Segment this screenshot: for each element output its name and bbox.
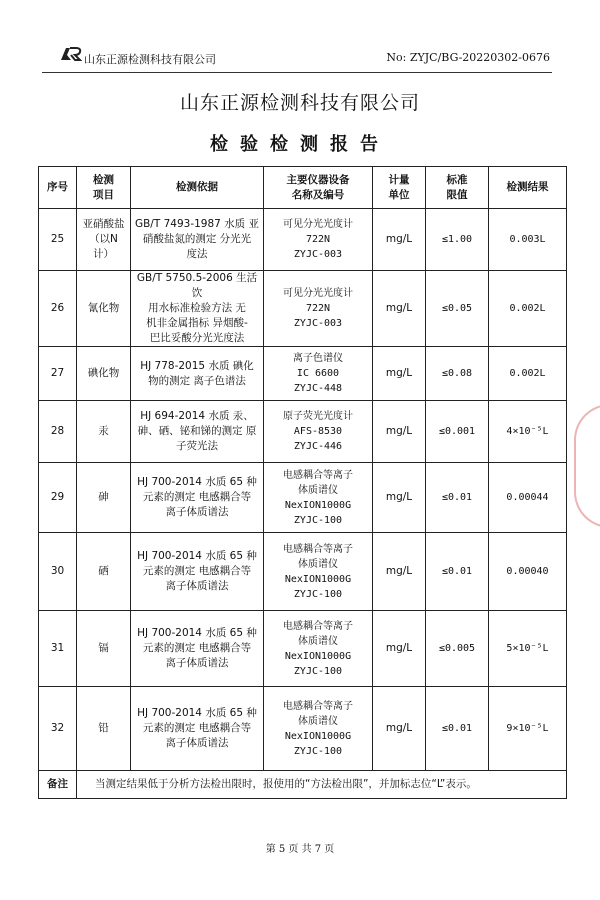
cell-line: NexION1000G <box>284 730 352 742</box>
cell-item <box>77 401 131 463</box>
cell-equipment <box>264 687 373 771</box>
page-header <box>42 46 552 73</box>
cell-line: ZYJC-100 <box>293 745 343 757</box>
cell-line: 电感耦合等离子 <box>283 620 353 632</box>
cell-result: 0.003L <box>489 209 567 271</box>
cell-line: NexION1000G <box>284 573 352 585</box>
cell-no: 25 <box>39 209 77 271</box>
table-row <box>39 533 567 611</box>
header-text: 单位 <box>388 188 410 201</box>
cell-line: 可见分光光度计 <box>283 288 353 299</box>
cell-line: 巴比妥酸分光光度法 <box>149 332 245 344</box>
cell-line: 亚硝酸盐 <box>82 218 125 230</box>
cell-limit: ≤0.01 <box>426 463 489 533</box>
note-label: 备注 <box>39 771 77 799</box>
cell-line: HJ 694-2014 水质 汞、 <box>140 410 254 422</box>
cell-limit: ≤0.005 <box>426 611 489 687</box>
report-number: No: ZYJC/BG-20220302-0676 <box>386 51 550 64</box>
cell-line: 硒 <box>98 565 109 577</box>
cell-item <box>77 611 131 687</box>
cell-line: IC 6600 <box>296 368 340 379</box>
cell-result: 9×10⁻⁵L <box>489 687 567 771</box>
cell-line: 722N <box>305 234 331 245</box>
results-table <box>38 166 567 799</box>
cell-no: 28 <box>39 401 77 463</box>
table-row <box>39 401 567 463</box>
header-col-equipment <box>264 167 373 209</box>
note-row <box>39 771 567 799</box>
cell-item <box>77 347 131 401</box>
cell-line: 元素的测定 电感耦合等 <box>142 491 252 503</box>
cell-basis <box>131 401 264 463</box>
cell-line: 离子体质谱法 <box>165 506 229 518</box>
cell-line: HJ 778-2015 水质 碘化 <box>140 359 254 372</box>
header-text: 序号 <box>47 181 68 193</box>
cell-no: 31 <box>39 611 77 687</box>
cell-line: 氰化物 <box>87 302 120 314</box>
cell-line: NexION1000G <box>284 499 352 511</box>
cell-line: 离子体质谱法 <box>165 580 229 592</box>
cell-limit: ≤0.001 <box>426 401 489 463</box>
header-text: 计量 <box>388 173 410 186</box>
header-text: 标准 <box>446 173 468 186</box>
cell-no: 27 <box>39 347 77 401</box>
cell-item <box>77 687 131 771</box>
note-text: 当测定结果低于分析方法检出限时，报使用的“方法检出限”，并加标志位“L”表示。 <box>77 771 567 799</box>
cell-basis <box>131 463 264 533</box>
cell-line: 硝酸盐氮的测定 分光光 <box>142 233 252 245</box>
cell-unit: mg/L <box>373 401 426 463</box>
cell-unit: mg/L <box>373 533 426 611</box>
cell-line: 元素的测定 电感耦合等 <box>142 565 252 577</box>
cell-line: 离子色谱仪 <box>293 353 343 364</box>
cell-line: HJ 700-2014 水质 65 种 <box>137 627 257 639</box>
cell-basis <box>131 271 264 347</box>
cell-line: 电感耦合等离子 <box>283 469 353 481</box>
cell-line: 计） <box>93 248 114 260</box>
cell-item <box>77 209 131 271</box>
cell-line: 体质谱仪 <box>298 635 338 647</box>
cell-unit: mg/L <box>373 271 426 347</box>
cell-limit: ≤0.05 <box>426 271 489 347</box>
cell-item <box>77 271 131 347</box>
cell-line: AFS-8530 <box>293 426 343 437</box>
cell-result: 0.002L <box>489 347 567 401</box>
cell-line: ZYJC-003 <box>293 249 343 260</box>
company-logo-icon <box>60 46 82 62</box>
cell-line: HJ 700-2014 水质 65 种 <box>137 476 257 488</box>
cell-unit: mg/L <box>373 347 426 401</box>
header-col-result <box>489 167 567 209</box>
cell-equipment <box>264 401 373 463</box>
cell-line: 机非金属指标 异烟酸- <box>146 317 248 329</box>
cell-line: ZYJC-100 <box>293 665 343 677</box>
cell-no: 26 <box>39 271 77 347</box>
cell-line: HJ 700-2014 水质 65 种 <box>137 707 257 719</box>
cell-line: 碘化物 <box>87 367 120 379</box>
cell-no: 29 <box>39 463 77 533</box>
cell-equipment <box>264 463 373 533</box>
header-col-unit <box>373 167 426 209</box>
table-header-row <box>39 167 567 209</box>
cell-line: 体质谱仪 <box>298 484 338 496</box>
cell-result: 4×10⁻⁵L <box>489 401 567 463</box>
cell-line: （以N <box>89 233 118 245</box>
header-col-no <box>39 167 77 209</box>
header-text: 项目 <box>93 188 114 201</box>
cell-line: 电感耦合等离子 <box>283 700 353 712</box>
cell-unit: mg/L <box>373 209 426 271</box>
cell-line: 离子体质谱法 <box>165 657 229 669</box>
table-row <box>39 687 567 771</box>
header-text: 检测结果 <box>506 181 549 193</box>
cell-limit: ≤0.01 <box>426 687 489 771</box>
cell-line: ZYJC-100 <box>293 514 343 526</box>
cell-line: ZYJC-003 <box>293 318 343 329</box>
cell-equipment <box>264 611 373 687</box>
cell-no: 30 <box>39 533 77 611</box>
cell-line: 用水标准检验方法 无 <box>148 302 246 314</box>
table-row <box>39 463 567 533</box>
table-row <box>39 271 567 347</box>
cell-line: GB/T 5750.5-2006 生活饮 <box>136 272 258 299</box>
cell-line: GB/T 7493-1987 水质 亚 <box>134 218 260 230</box>
cell-limit: ≤0.01 <box>426 533 489 611</box>
cell-equipment <box>264 533 373 611</box>
cell-limit: ≤1.00 <box>426 209 489 271</box>
cell-basis <box>131 347 264 401</box>
cell-line: NexION1000G <box>284 650 352 662</box>
header-text: 名称及编号 <box>291 188 345 201</box>
cell-basis <box>131 533 264 611</box>
cell-result: 0.00044 <box>489 463 567 533</box>
header-text: 检测 <box>93 173 114 186</box>
cell-result: 0.002L <box>489 271 567 347</box>
cell-line: ZYJC-446 <box>293 441 343 452</box>
cell-line: 电感耦合等离子 <box>283 543 353 555</box>
header-col-item <box>77 167 131 209</box>
cell-limit: ≤0.08 <box>426 347 489 401</box>
cell-basis <box>131 209 264 271</box>
cell-result: 5×10⁻⁵L <box>489 611 567 687</box>
cell-line: 体质谱仪 <box>298 558 338 570</box>
cell-equipment <box>264 209 373 271</box>
cell-line: 体质谱仪 <box>298 715 338 727</box>
cell-line: 铅 <box>98 722 109 734</box>
table-row <box>39 209 567 271</box>
cell-equipment <box>264 271 373 347</box>
cell-basis <box>131 611 264 687</box>
cell-item <box>77 533 131 611</box>
cell-no: 32 <box>39 687 77 771</box>
cell-unit: mg/L <box>373 463 426 533</box>
cell-equipment <box>264 347 373 401</box>
seal-stamp <box>574 404 600 528</box>
cell-line: 物的测定 离子色谱法 <box>148 374 246 387</box>
header-col-limit <box>426 167 489 209</box>
header-col-basis <box>131 167 264 209</box>
cell-line: 汞 <box>98 425 109 437</box>
cell-line: 砷、硒、铋和锑的测定 原 <box>137 425 257 437</box>
table-row <box>39 611 567 687</box>
cell-line: 砷 <box>98 491 109 503</box>
cell-unit: mg/L <box>373 687 426 771</box>
header-text: 限值 <box>446 188 468 201</box>
header-text: 主要仪器设备 <box>286 173 350 186</box>
table-row <box>39 347 567 401</box>
page-footer: 第 5 页 共 7 页 <box>265 844 335 855</box>
cell-line: 度法 <box>186 248 208 260</box>
document-title: 山东正源检测科技有限公司 <box>179 92 420 114</box>
cell-line: 原子荧光光度计 <box>283 411 353 422</box>
header-company-name: 山东正源检测科技有限公司 <box>84 53 216 66</box>
document-subtitle: 检验检测报告 <box>210 134 390 155</box>
cell-line: 元素的测定 电感耦合等 <box>142 722 252 734</box>
cell-line: ZYJC-100 <box>293 588 343 600</box>
cell-line: 镉 <box>98 642 109 654</box>
cell-line: 722N <box>305 303 331 314</box>
cell-line: HJ 700-2014 水质 65 种 <box>137 550 257 562</box>
cell-basis <box>131 687 264 771</box>
cell-line: 子荧光法 <box>176 440 218 452</box>
cell-item <box>77 463 131 533</box>
cell-line: 可见分光光度计 <box>283 219 353 230</box>
cell-line: ZYJC-448 <box>293 383 343 394</box>
cell-line: 元素的测定 电感耦合等 <box>142 642 252 654</box>
cell-result: 0.00040 <box>489 533 567 611</box>
cell-unit: mg/L <box>373 611 426 687</box>
header-text: 检测依据 <box>176 181 218 193</box>
cell-line: 离子体质谱法 <box>165 737 229 749</box>
